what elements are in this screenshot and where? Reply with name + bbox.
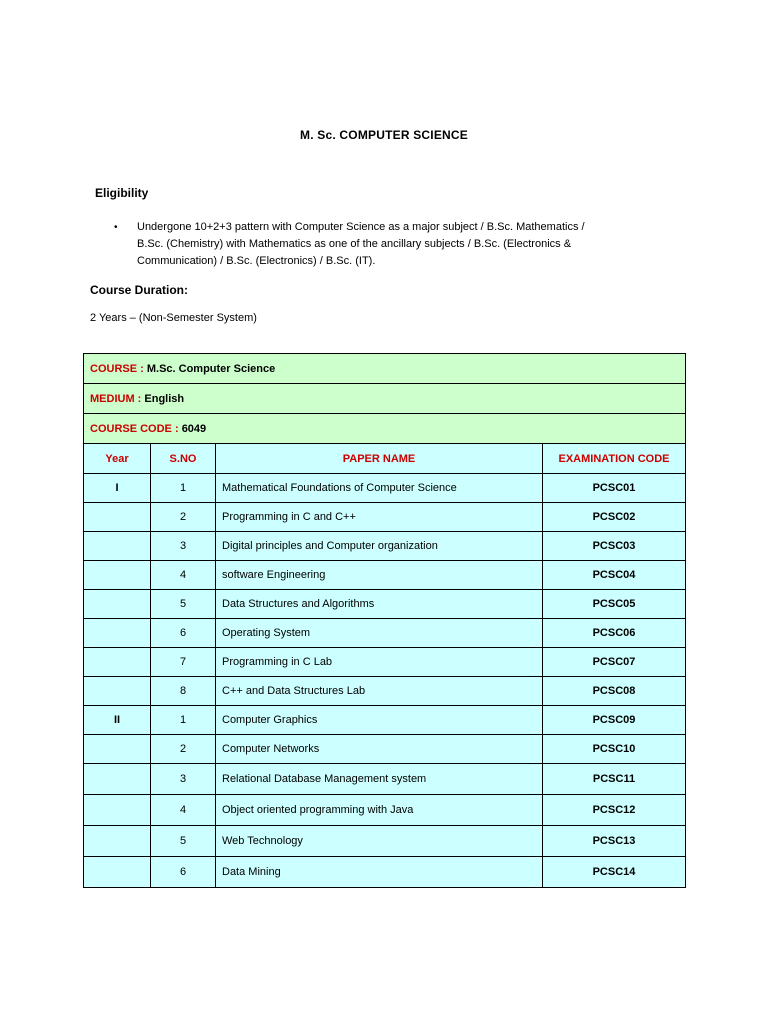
header-exam-code: EXAMINATION CODE: [543, 444, 686, 474]
eligibility-line: Communication) / B.Sc. (Electronics) / B.Sc. (IT).: [137, 255, 376, 267]
paper-name-cell: Relational Database Management system: [216, 764, 543, 795]
exam-code-cell: PCSC10: [543, 735, 686, 764]
table-row: [84, 795, 686, 826]
course-code-label: COURSE CODE :: [90, 422, 179, 435]
course-code-row: [84, 414, 686, 444]
year-cell: [84, 795, 151, 826]
sno-cell: 4: [151, 795, 216, 826]
year-cell: I: [84, 474, 151, 503]
year-cell: [84, 503, 151, 532]
table-row: [84, 764, 686, 795]
exam-code-cell: PCSC03: [543, 532, 686, 561]
course-label: COURSE :: [90, 362, 144, 375]
course-code-cell: [84, 414, 686, 444]
year-cell: [84, 764, 151, 795]
eligibility-line: Undergone 10+2+3 pattern with Computer Science as a major subject / B.Sc. Mathematics /: [137, 221, 585, 233]
year-cell: II: [84, 706, 151, 735]
eligibility-bullet: [114, 219, 654, 270]
paper-name-cell: Data Mining: [216, 857, 543, 888]
exam-code-cell: PCSC02: [543, 503, 686, 532]
exam-code-cell: PCSC04: [543, 561, 686, 590]
header-row: [84, 444, 686, 474]
medium-cell: [84, 384, 686, 414]
header-sno: S.NO: [151, 444, 216, 474]
course-row: [84, 354, 686, 384]
exam-code-cell: PCSC13: [543, 826, 686, 857]
table-row: [84, 619, 686, 648]
table-row: [84, 532, 686, 561]
year-cell: [84, 619, 151, 648]
table-row: [84, 503, 686, 532]
sno-cell: 8: [151, 677, 216, 706]
table-row: [84, 857, 686, 888]
paper-name-cell: Programming in C and C++: [216, 503, 543, 532]
paper-name-cell: Data Structures and Algorithms: [216, 590, 543, 619]
sno-cell: 3: [151, 764, 216, 795]
paper-name-cell: Operating System: [216, 619, 543, 648]
sno-cell: 7: [151, 648, 216, 677]
sno-cell: 6: [151, 857, 216, 888]
paper-name-cell: Programming in C Lab: [216, 648, 543, 677]
table-row: [84, 648, 686, 677]
table-row: [84, 826, 686, 857]
exam-code-cell: PCSC14: [543, 857, 686, 888]
paper-name-cell: Web Technology: [216, 826, 543, 857]
exam-code-cell: PCSC09: [543, 706, 686, 735]
medium-value: English: [144, 392, 185, 405]
sno-cell: 2: [151, 503, 216, 532]
exam-code-cell: PCSC11: [543, 764, 686, 795]
paper-name-cell: software Engineering: [216, 561, 543, 590]
year-cell: [84, 648, 151, 677]
table-row: [84, 706, 686, 735]
header-paper-name: PAPER NAME: [216, 444, 543, 474]
eligibility-text: [137, 219, 654, 270]
exam-code-cell: PCSC08: [543, 677, 686, 706]
paper-name-cell: C++ and Data Structures Lab: [216, 677, 543, 706]
sno-cell: 1: [151, 474, 216, 503]
sno-cell: 1: [151, 706, 216, 735]
exam-code-cell: PCSC07: [543, 648, 686, 677]
table-row: [84, 677, 686, 706]
page-title: M. Sc. COMPUTER SCIENCE: [300, 128, 468, 142]
sno-cell: 4: [151, 561, 216, 590]
bullet-icon: •: [114, 222, 118, 233]
course-value: M.Sc. Computer Science: [146, 362, 276, 375]
course-code-value: 6049: [181, 422, 207, 435]
table-row: [84, 590, 686, 619]
paper-name-cell: Digital principles and Computer organization: [216, 532, 543, 561]
sno-cell: 6: [151, 619, 216, 648]
year-cell: [84, 735, 151, 764]
table-row: [84, 561, 686, 590]
year-cell: [84, 532, 151, 561]
course-cell: [84, 354, 686, 384]
paper-name-cell: Mathematical Foundations of Computer Science: [216, 474, 543, 503]
table-row: [84, 474, 686, 503]
year-cell: [84, 677, 151, 706]
year-cell: [84, 590, 151, 619]
header-year: Year: [84, 444, 151, 474]
paper-name-cell: Computer Networks: [216, 735, 543, 764]
sno-cell: 3: [151, 532, 216, 561]
eligibility-heading: Eligibility: [95, 186, 149, 200]
year-cell: [84, 857, 151, 888]
duration-heading: Course Duration:: [90, 283, 189, 297]
table-row: [84, 735, 686, 764]
eligibility-line: B.Sc. (Chemistry) with Mathematics as one of the ancillary subjects / B.Sc. (Electronics &: [137, 238, 572, 250]
sno-cell: 5: [151, 826, 216, 857]
exam-code-cell: PCSC12: [543, 795, 686, 826]
medium-label: MEDIUM :: [90, 392, 142, 405]
paper-name-cell: Computer Graphics: [216, 706, 543, 735]
year-cell: [84, 561, 151, 590]
exam-code-cell: PCSC05: [543, 590, 686, 619]
year-cell: [84, 826, 151, 857]
exam-code-cell: PCSC06: [543, 619, 686, 648]
paper-name-cell: Object oriented programming with Java: [216, 795, 543, 826]
sno-cell: 5: [151, 590, 216, 619]
duration-text: 2 Years – (Non-Semester System): [90, 312, 257, 324]
medium-row: [84, 384, 686, 414]
papers-table: [83, 353, 686, 888]
sno-cell: 2: [151, 735, 216, 764]
exam-code-cell: PCSC01: [543, 474, 686, 503]
